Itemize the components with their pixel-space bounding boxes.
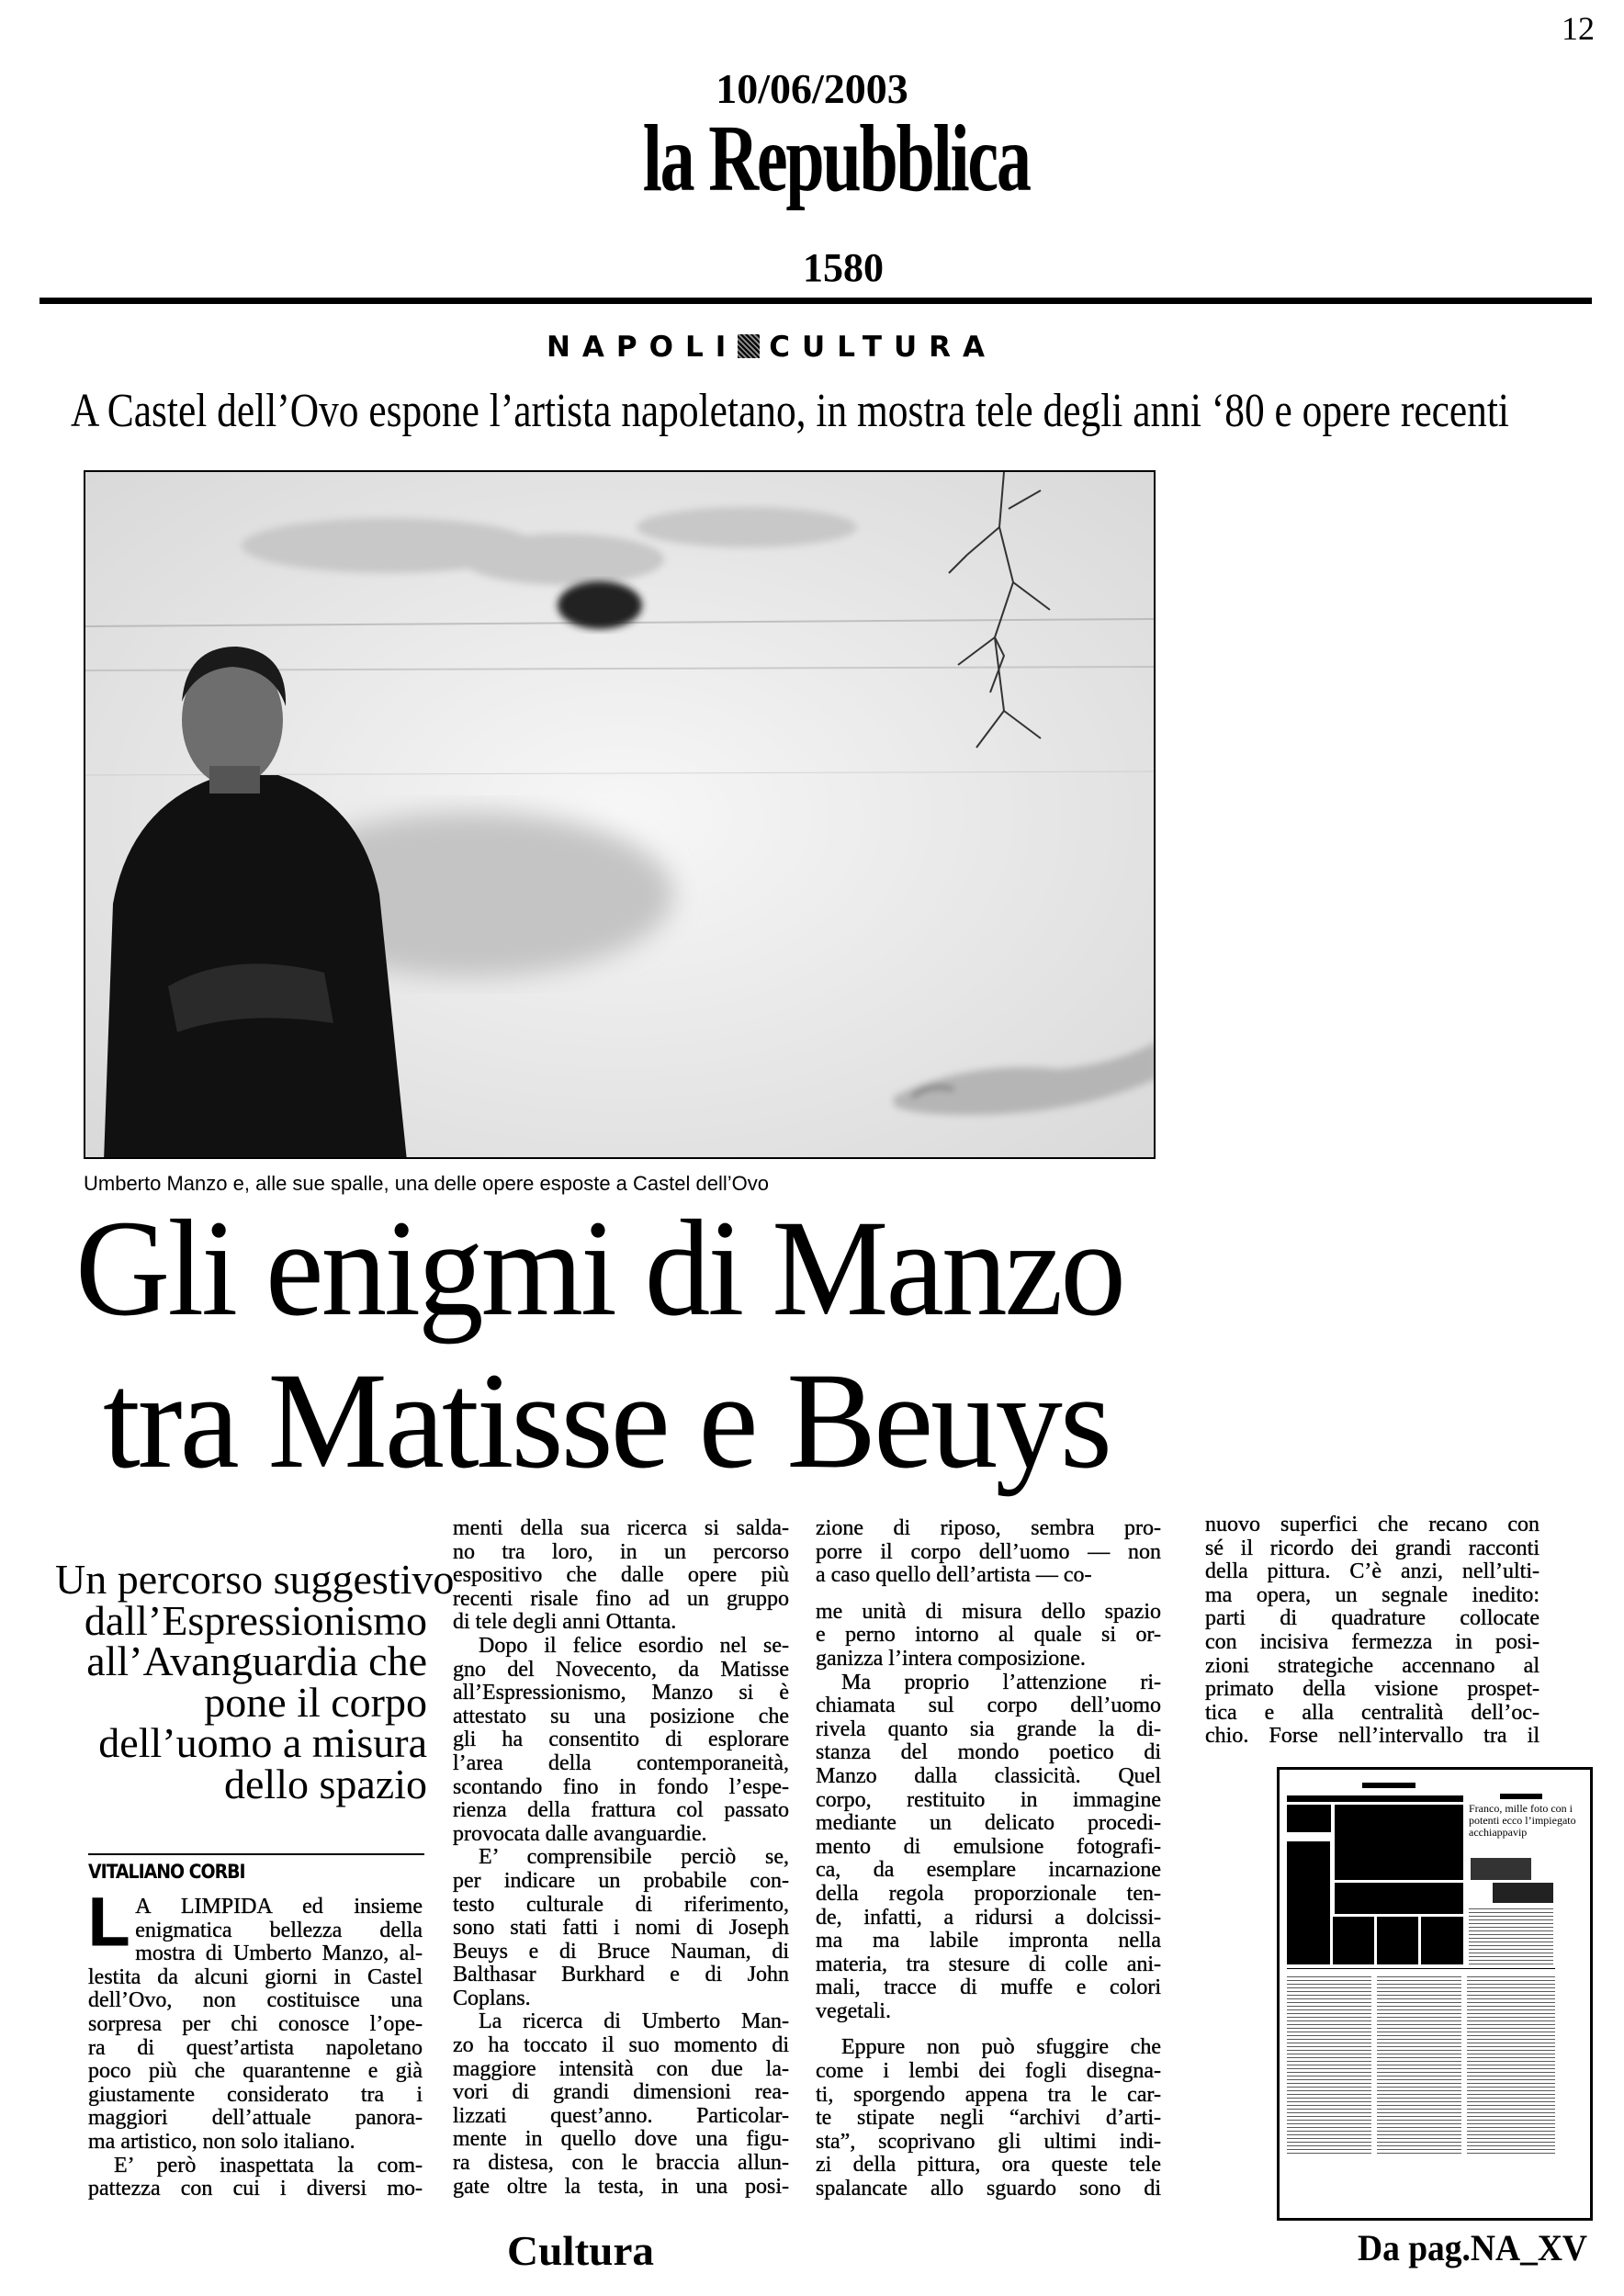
deck-line: all’Avanguardia che <box>86 1638 427 1685</box>
article-column-4 <box>1205 1514 1539 1749</box>
section-left: NAPOLI <box>546 331 739 364</box>
article-line: testo culturale di riferimento, <box>453 1892 789 1917</box>
article-line: all’Espressionismo, Manzo si è <box>453 1681 789 1705</box>
article-line: ma ma labile impronta nella <box>816 1929 1161 1953</box>
article-line: primato della visione prospet- <box>1205 1677 1539 1702</box>
article-line: parti di quadrature collocate <box>1205 1606 1539 1631</box>
section-separator-icon <box>738 334 760 358</box>
article-line: chio. Forse nell’intervallo tra il <box>1205 1724 1539 1749</box>
article-line: della regola proporzionale ten- <box>816 1881 1161 1906</box>
article-line: espositivo che dalle opere più <box>453 1563 789 1588</box>
article-line: lizzati quest’anno. Particolar- <box>453 2103 789 2128</box>
article-line: mali, tracce di muffe e colori <box>816 1975 1161 2000</box>
article-line: maggiori dell’attuale panora- <box>88 2106 423 2131</box>
article-line: mento di emulsione fotografi- <box>816 1834 1161 1859</box>
article-line: de, infatti, a ridursi a dolcissi- <box>816 1905 1161 1930</box>
article-line: tica e alla centralità dell’oc- <box>1205 1700 1539 1725</box>
headline-line-1: Gli enigmi di Manzo <box>75 1192 1123 1345</box>
source-page-reference: Da pag.NA_XV <box>1358 2227 1587 2268</box>
issue-code: 1580 <box>803 245 884 290</box>
article-column-1 <box>88 1884 423 2201</box>
article-line: te stipate negli “archivi d’arti- <box>816 2106 1161 2131</box>
article-line: sé il ricordo dei grandi racconti <box>1205 1536 1539 1560</box>
deck-line: pone il corpo <box>204 1678 427 1726</box>
article-line: nuovo superfici che recano con <box>1205 1513 1539 1536</box>
article-line: Coplans. <box>453 1986 531 2010</box>
article-line: l’area della contemporaneità, <box>453 1750 789 1775</box>
article-line: Manzo dalla classicità. Quel <box>816 1763 1161 1788</box>
headline-line-2: tra Matisse e Beuys <box>103 1345 1110 1497</box>
article-line: Beuys e di Bruce Nauman, di <box>453 1939 789 1964</box>
article-line: come i lembi dei fogli disegna- <box>816 2059 1161 2084</box>
article-line: materia, tra stesure di colle ani- <box>816 1952 1161 1976</box>
article-line: scontando fino in fondo l’espe- <box>453 1774 789 1799</box>
header-divider <box>39 298 1592 304</box>
article-line: porre il corpo dell’uomo — non <box>816 1539 1161 1564</box>
paragraph-gap <box>816 2023 1161 2036</box>
deck-line: Un percorso suggestivo <box>55 1556 455 1603</box>
article-line: gno del Novecento, da Matisse <box>453 1657 789 1682</box>
article-line: e perno intorno al quale si or- <box>816 1623 1161 1648</box>
article-line: sorpresa per chi conosce l’ope- <box>88 2011 423 2036</box>
article-line: poco più che quarantenne e già <box>88 2059 423 2084</box>
section-right: CULTURA <box>769 331 998 364</box>
article-line: E’ però inaspettata la com- <box>114 2153 423 2178</box>
article-line: per indicare un probabile con- <box>453 1868 789 1893</box>
page-thumbnail <box>1277 1767 1593 2221</box>
article-line: pattezza con cui i diversi mo- <box>88 2177 423 2201</box>
article-line: ti, sporgendo appena tra le car- <box>816 2082 1161 2107</box>
article-line: mente in quello dove una figu- <box>453 2127 789 2152</box>
article-line: ma opera, un segnale inedito: <box>1205 1582 1539 1607</box>
author-byline: VITALIANO CORBI <box>88 1861 245 1883</box>
article-line: giustamente considerato tra i <box>88 2082 423 2107</box>
article-line: gate oltre la testa, in una posi- <box>453 2174 789 2199</box>
article-line: a caso quello dell’artista — co- <box>816 1563 1092 1588</box>
article-line: recenti risale fino ad un gruppo <box>453 1586 789 1611</box>
section-label <box>514 331 1029 364</box>
article-line: vegetali. <box>816 1998 891 2023</box>
thumbnail-headline: Franco, mille foto con i potenti ecco l’impiegato acchiappavip <box>1469 1803 1590 1839</box>
article-line: mediante un delicato procedi- <box>816 1811 1161 1836</box>
article-line: menti della sua ricerca si salda- <box>453 1516 789 1540</box>
article-line: chiamata sul corpo dell’uomo <box>816 1694 1161 1718</box>
photo-artist-with-artwork <box>85 472 1156 1159</box>
photo-caption: Umberto Manzo e, alle sue spalle, una delle opere esposte a Castel dell’Ovo <box>84 1172 769 1195</box>
article-line: sta”, scoprivano gli ultimi indi- <box>816 2129 1161 2154</box>
article-line: rienza della frattura col passato <box>453 1798 789 1823</box>
article-line: E’ comprensibile perciò se, <box>479 1845 789 1870</box>
article-line: Ma proprio l’attenzione ri- <box>841 1670 1161 1694</box>
deck-line: dall’Espressionismo <box>84 1596 427 1644</box>
article-line: Dopo il felice esordio nel se- <box>479 1633 789 1658</box>
article-line: zi della pittura, ora queste tele <box>816 2153 1161 2178</box>
newspaper-masthead: la Repubblica <box>642 106 1030 211</box>
article-line: sono stati fatti i nomi di Joseph <box>453 1916 789 1941</box>
article-line: stanza del mondo poetico di <box>816 1740 1161 1765</box>
deck-line: dell’uomo a misura <box>98 1719 427 1767</box>
article-line: enigmatica bellezza della <box>135 1918 423 1942</box>
article-deck <box>55 1556 455 1807</box>
paragraph-gap <box>816 1588 1161 1601</box>
article-line: La ricerca di Umberto Man- <box>479 2009 789 2034</box>
article-line: dell’Ovo, non costituisce una <box>88 1988 423 2013</box>
article-line: corpo, restituito in immagine <box>816 1787 1161 1812</box>
article-line: con incisiva fermezza in posi- <box>1205 1629 1539 1654</box>
article-column-2 <box>453 1517 789 2199</box>
article-line: Eppure non può sfuggire che <box>841 2035 1161 2060</box>
article-line: A LIMPIDA ed insieme <box>135 1895 423 1919</box>
page-number: 12 <box>1562 10 1595 47</box>
article-line: spalancate allo sguardo sono di <box>816 2177 1161 2201</box>
drop-cap: L <box>88 1884 130 1960</box>
article-kicker: A Castel dell’Ovo espone l’artista napoletano, in mostra tele degli anni ‘80 e opere recenti <box>71 385 1509 437</box>
article-line: zione di riposo, sembra pro- <box>816 1516 1161 1540</box>
article-line: zo ha toccato il suo momento di <box>453 2033 789 2058</box>
article-line: della pittura. C’è anzi, nell’ulti- <box>1205 1559 1539 1584</box>
article-line: lestita da alcuni giorni in Castel <box>88 1964 423 1989</box>
article-line: ca, da esemplare incarnazione <box>816 1858 1161 1883</box>
article-line: ganizza l’intera composizione. <box>816 1646 1086 1671</box>
article-column-3 <box>816 1517 1161 2201</box>
figure-hair <box>558 581 642 629</box>
article-line: provocata dalle avanguardie. <box>453 1821 707 1846</box>
byline-divider <box>88 1853 424 1855</box>
article-line: maggiore intensità con due la- <box>453 2056 789 2081</box>
article-line: rivela quanto sia grande la di- <box>816 1716 1161 1741</box>
deck-line: dello spazio <box>224 1760 427 1807</box>
article-line: zioni strategiche accennano al <box>1205 1653 1539 1678</box>
article-photo <box>84 470 1156 1159</box>
article-line: ra di quest’artista napoletano <box>88 2035 423 2060</box>
footer-section: Cultura <box>507 2227 654 2274</box>
publication-date: 10/06/2003 <box>716 65 908 112</box>
article-line: mostra di Umberto Manzo, al- <box>135 1941 423 1966</box>
article-line: Balthasar Burkhard e di John <box>453 1963 789 1987</box>
article-line: di tele degli anni Ottanta. <box>453 1610 677 1635</box>
article-line: attestato su una posizione che <box>453 1704 789 1728</box>
article-line: ma artistico, non solo italiano. <box>88 2129 355 2154</box>
article-line: me unità di misura dello spazio <box>816 1599 1161 1624</box>
article-line: no tra loro, in un percorso <box>453 1539 789 1564</box>
article-line: ra distesa, con le braccia allun- <box>453 2151 789 2176</box>
article-line: gli ha consentito di esplorare <box>453 1728 789 1752</box>
article-line: vori di grandi dimensioni rea- <box>453 2080 789 2105</box>
